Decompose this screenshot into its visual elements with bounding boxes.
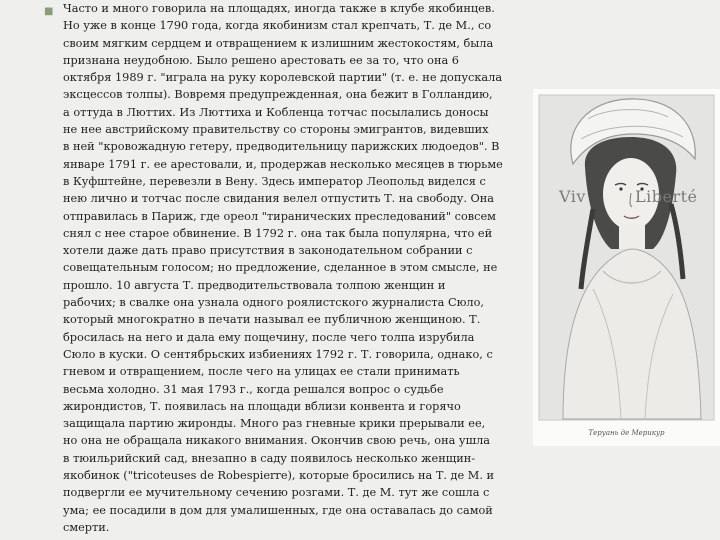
text-line: хотели даже дать право присутствия в законодательном собрании с <box>63 244 473 258</box>
portrait-inscription-right: Liberté <box>635 187 698 206</box>
text-line: январе 1791 г. ее арестовали, и, продержав несколько месяцев в тюрьме <box>63 157 503 171</box>
text-line: а оттуда в Люттих. Из Люттиха и Кобленца тотчас посылались доносы <box>63 105 489 119</box>
text-line: нею лично и тотчас после свидания велел отпустить Т. на свободу. Она <box>63 192 495 206</box>
text-line: совещательным голосом; но предложение, сделанное в этом смысле, не <box>63 261 498 275</box>
text-line: снял с нее старое обвинение. В 1792 г. она так была популярна, что ей <box>63 226 493 240</box>
text-line: ума; ее посадили в дом для умалишенных, где она оставалась до самой <box>63 503 493 517</box>
text-line: весьма холодно. 31 мая 1793 г., когда решался вопрос о судьбе <box>63 382 444 396</box>
text-line: смерти. <box>63 520 110 534</box>
body-text <box>63 0 528 536</box>
text-line: но она не обращала никакого внимания. Окончив свою речь, она ушла <box>63 434 490 448</box>
portrait-caption: Теруань де Мерикур <box>588 429 665 437</box>
text-line: якобинок ("tricoteuses de Robespierre), которые бросились на Т. де М. и <box>63 469 495 483</box>
bullet-icon: ■ <box>44 6 54 17</box>
text-line: в ней "кровожадную гетеру, предводительницу парижских людоедов". В <box>63 140 500 154</box>
portrait-image <box>533 89 720 446</box>
text-line: своим мягким сердцем и отвращением к излишним жестокостям, была <box>63 36 494 50</box>
portrait-engraving <box>533 89 720 446</box>
text-line: рабочих; в свалке она узнала одного роялистского журналиста Сюло, <box>63 296 484 310</box>
text-line: защищала партию жиронды. Много раз гневные крики прерывали ее, <box>63 417 486 431</box>
text-line: Но уже в конце 1790 года, когда якобинизм стал крепчать, Т. де М., со <box>63 19 492 33</box>
portrait-inscription-left: Viv <box>559 187 586 206</box>
text-line: в Куфштейне, перевезли в Вену. Здесь император Леопольд виделся с <box>63 174 486 188</box>
text-line: прошло. 10 августа Т. предводительствовала толпою женщин и <box>63 278 446 292</box>
text-line: отправилась в Париж, где ореол "тиранических преследований" совсем <box>63 209 496 223</box>
text-line: эксцессов толпы). Вовремя предупрежденная, она бежит в Голландию, <box>63 88 493 102</box>
text-line: подвергли ее мучительному сечению розгами. Т. де М. тут же сошла с <box>63 486 490 500</box>
text-line: Сюло в куски. О сентябрьских избиениях 1792 г. Т. говорила, однако, с <box>63 347 493 361</box>
text-line: октября 1989 г. "играла на руку королевской партии" (т. е. не допускала <box>63 71 503 85</box>
text-line: гневом и отвращением, после чего на улицах ее стали принимать <box>63 365 460 379</box>
text-line: не нее австрийскому правительству со стороны эмигрантов, видевших <box>63 123 489 137</box>
text-line: Часто и много говорила на площадях, иногда также в клубе якобинцев. <box>63 2 495 15</box>
text-line: признана неудобною. Было решено арестовать ее за то, что она 6 <box>63 53 459 67</box>
text-line: в тюильрийский сад, внезапно в саду появилось несколько женщин- <box>63 451 476 465</box>
text-line: бросилась на него и дала ему пощечину, после чего толпа изрубила <box>63 330 475 344</box>
text-line: жирондистов, Т. появилась на площади вблизи конвента и горячо <box>63 399 461 413</box>
text-line: который многократно в печати называл ее публичною женщиною. Т. <box>63 313 481 327</box>
